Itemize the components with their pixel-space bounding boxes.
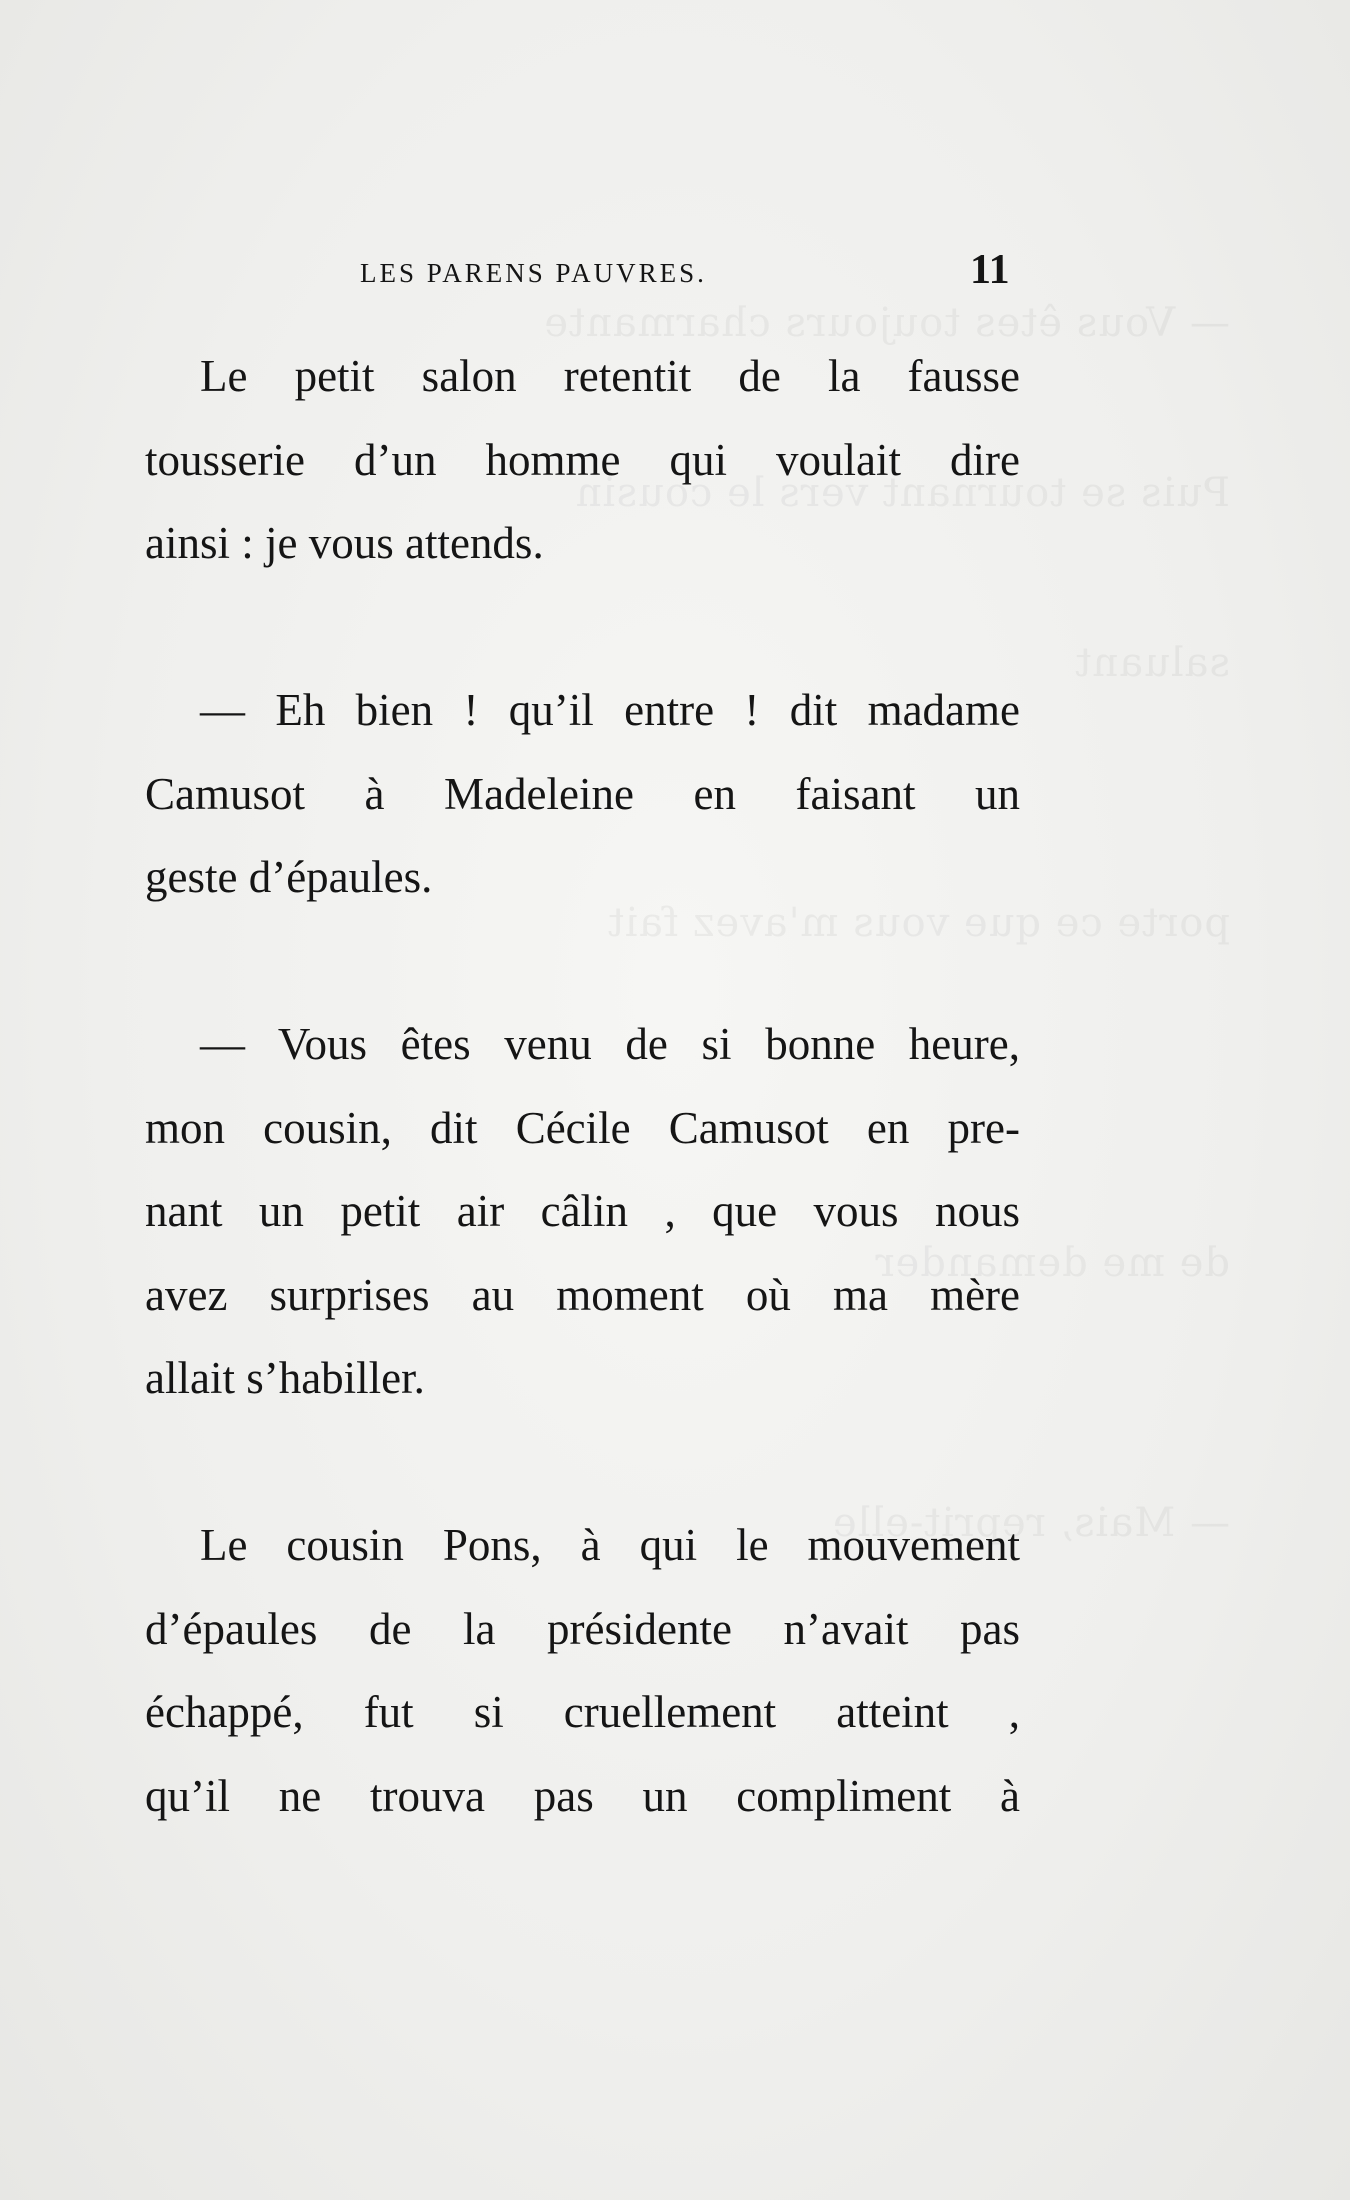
text-line: allait s’habiller. xyxy=(145,1353,425,1403)
text-line: Camusot à Madeleine en faisant un xyxy=(145,768,1020,819)
text-line: ainsi : je vous attends. xyxy=(145,518,544,568)
text-line: tousserie d’un homme qui voulait dire xyxy=(145,434,1020,485)
text-line: Le petit salon retentit de la fausse xyxy=(200,351,1020,401)
running-head: LES PARENS PAUVRES. xyxy=(360,258,707,288)
paragraph xyxy=(145,669,1020,920)
show-through-texture: — Vous êtes toujours charmante Puis se tournant vers le cousin saluant porte ce que vous m'avez fait de me demander — Mais, reprit-elle xyxy=(543,300,1230,1546)
text-line: — Vous êtes venu de si bonne heure, xyxy=(200,1019,1020,1069)
text-line: avez surprises au moment où ma mère xyxy=(145,1269,1020,1320)
paragraph xyxy=(145,335,1020,586)
text-line: Le cousin Pons, à qui le mouvement xyxy=(200,1520,1020,1570)
paragraph xyxy=(145,1003,1020,1421)
text-line: — Eh bien ! qu’il entre ! dit madame xyxy=(200,685,1020,735)
text-line: geste d’épaules. xyxy=(145,852,433,902)
text-line: mon cousin, dit Cécile Camusot en pre- xyxy=(145,1102,1020,1153)
body-text xyxy=(145,335,1020,1838)
page-number: 11 xyxy=(970,247,1010,293)
text-line: qu’il ne trouva pas un compliment à xyxy=(145,1770,1020,1821)
text-line: d’épaules de la présidente n’avait pas xyxy=(145,1603,1020,1654)
paragraph xyxy=(145,1504,1020,1838)
text-line: échappé, fut si cruellement atteint , xyxy=(145,1687,1020,1737)
text-line: nant un petit air câlin , que vous nous xyxy=(145,1186,1020,1236)
